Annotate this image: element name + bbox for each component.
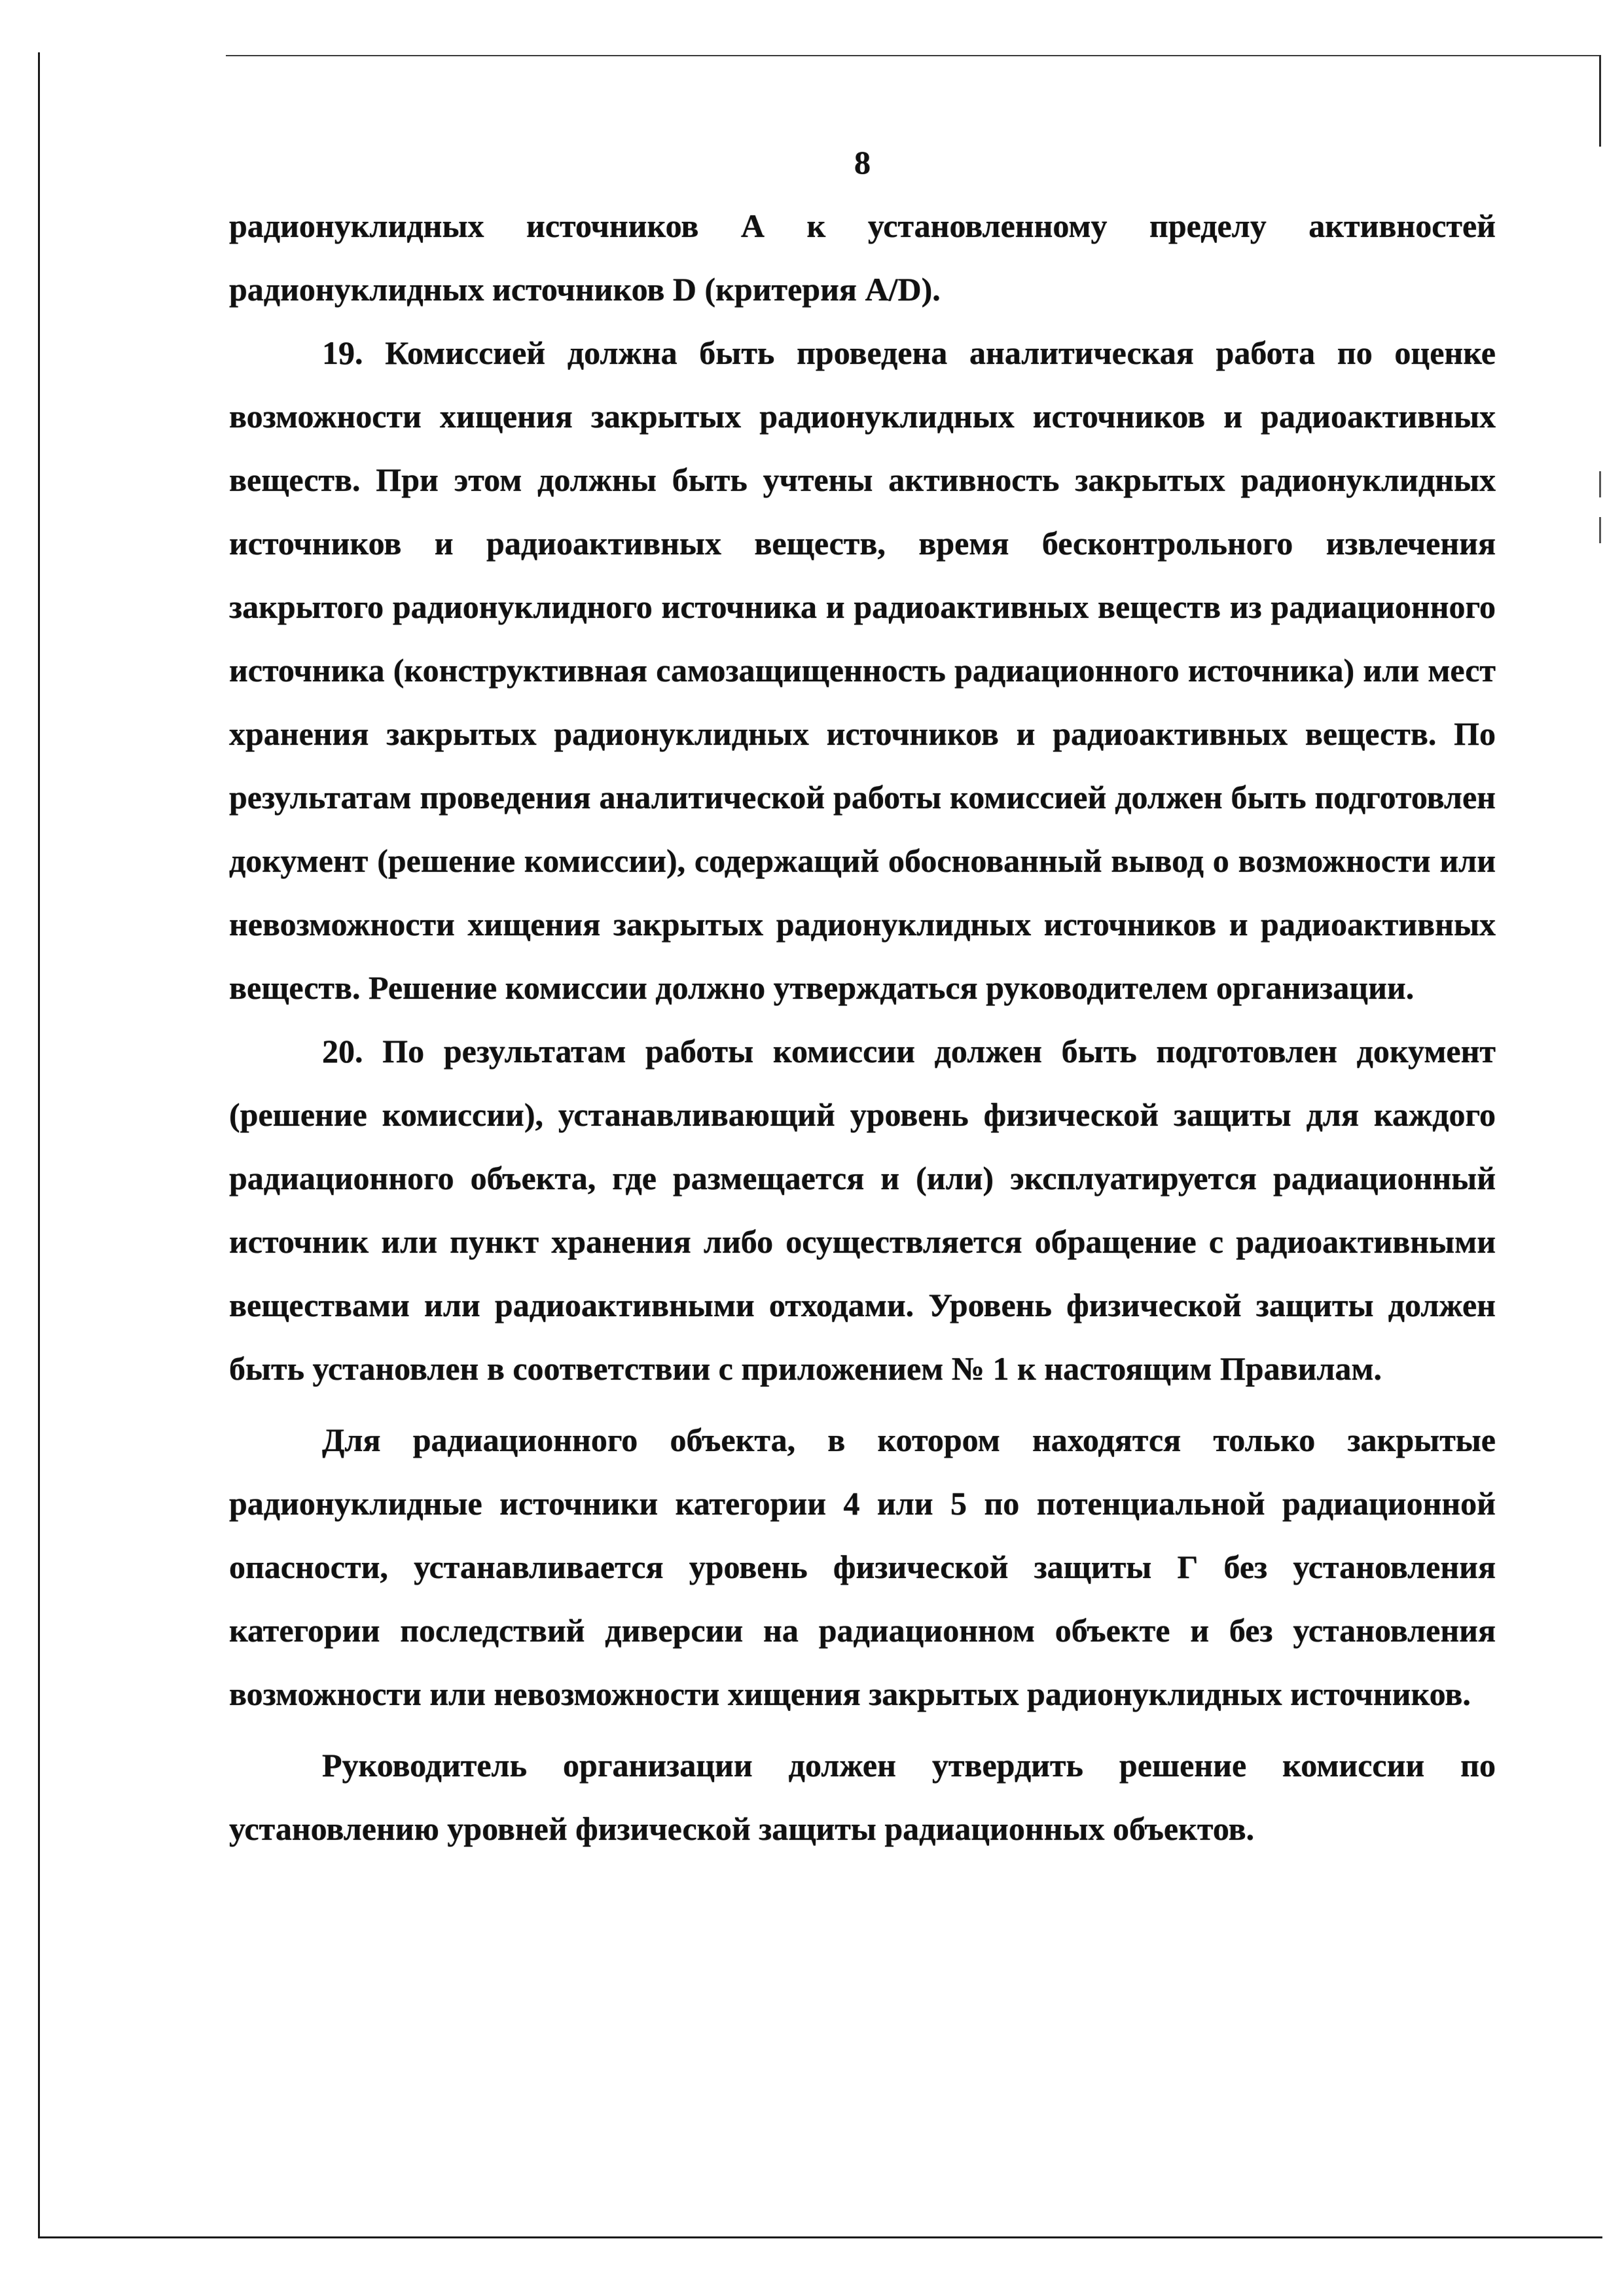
paragraph-continuation: радионуклидных источников А к установленному пределу активностей радионуклидных источников D (критерия A/D). <box>229 207 1496 308</box>
paragraph-item-19: 19. Комиссией должна быть проведена аналитическая работа по оценке возможности хищения закрытых радионуклидных источников и радиоактивных веществ. При этом должны быть учтены активность закрытых радионуклидных источников и радиоактивных веществ, время бесконтрольного извлечения закрытого радионуклидного источника и радиоактивных веществ из радиационного источника (конструктивная самозащищенность радиационного источника) или мест хранения закрытых радионуклидных источников и радиоактивных веществ. По результатам проведения аналитической работы комиссией должен быть подготовлен документ (решение комиссии), содержащий обоснованный вывод о возможности или невозможности хищения закрытых радионуклидных источников и радиоактивных веществ. Решение комиссии должно утверждаться руководителем организации. <box>229 334 1496 1006</box>
paragraph-head-approval: Руководитель организации должен утвердить решение комиссии по установлению уровней физической защиты радиационных объектов. <box>229 1747 1496 1847</box>
scan-border-bottom <box>38 2236 1602 2238</box>
scan-border-top <box>226 55 1600 56</box>
scan-mark <box>1599 471 1601 497</box>
page-number: 8 <box>854 144 871 181</box>
document-body <box>229 131 1496 1861</box>
scan-border-right <box>1599 55 1601 147</box>
paragraph-category-4-5: Для радиационного объекта, в котором находятся только закрытые радионуклидные источники категории 4 или 5 по потенциальной радиационной опасности, устанавливается уровень физической защиты Г без установления категории последствий диверсии на радиационном объекте и без установления возможности или невозможности хищения закрытых радионуклидных источников. <box>229 1422 1496 1712</box>
paragraph-item-20: 20. По результатам работы комиссии должен быть подготовлен документ (решение комиссии), устанавливающий уровень физической защиты для каждого радиационного объекта, где размещается и (или) эксплуатируется радиационный источник или пункт хранения либо осуществляется обращение с радиоактивными веществами или радиоактивными отходами. Уровень физической защиты должен быть установлен в соответствии с приложением № 1 к настоящим Правилам. <box>229 1033 1496 1387</box>
scan-border-left <box>38 52 40 2238</box>
scan-mark <box>1599 517 1601 543</box>
